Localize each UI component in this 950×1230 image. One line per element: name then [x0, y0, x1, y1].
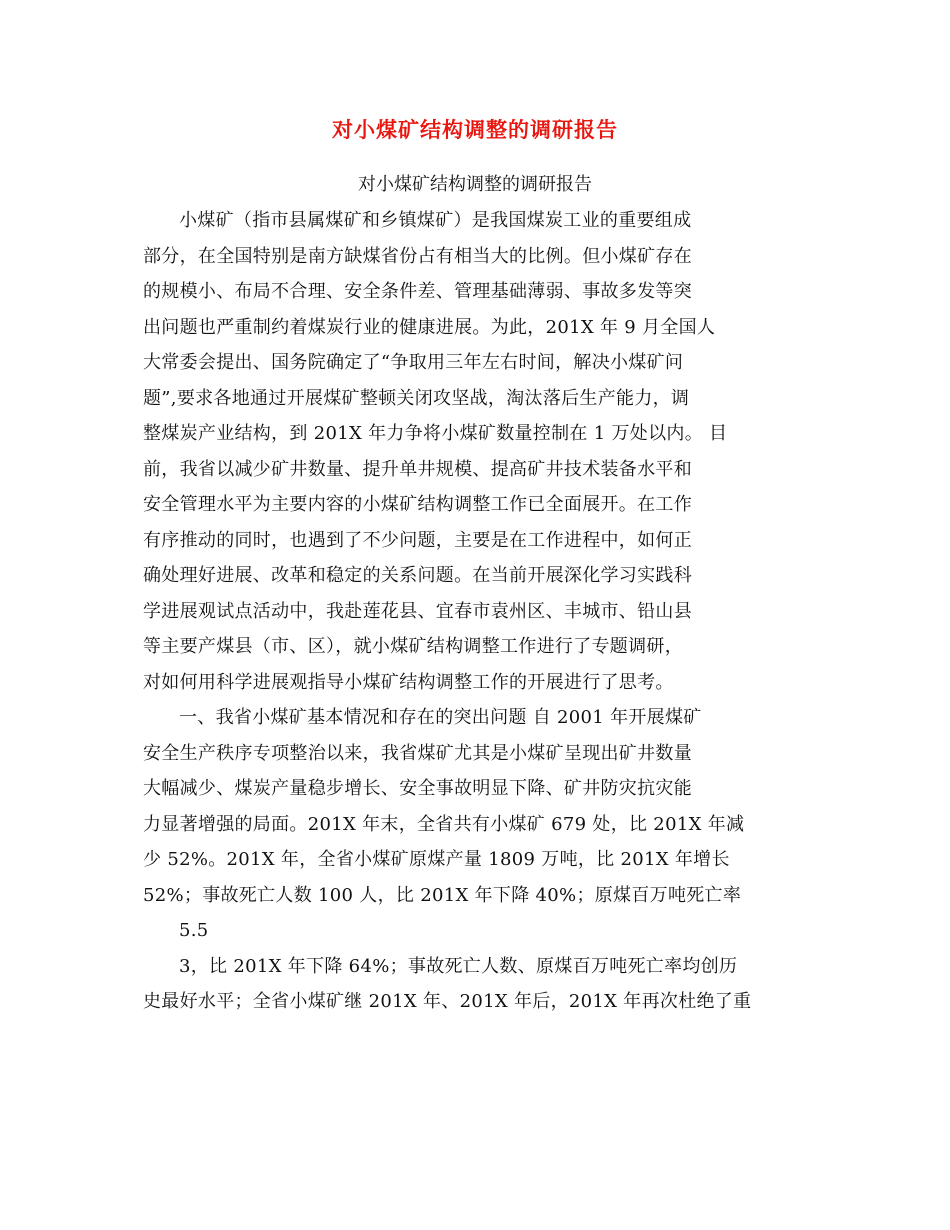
- paragraph-section-one: [143, 700, 808, 913]
- text-line: 部分，在全国特别是南方缺煤省份占有相当大的比例。但小煤矿存在: [143, 245, 692, 267]
- text-line: 5.5: [179, 920, 209, 941]
- text-line: 史最好水平；全省小煤矿继 201X 年、201X 年后，201X 年再次杜绝了重: [143, 991, 752, 1012]
- text-line: 有序推动的同时，也遇到了不少问题，主要是在工作进程中，如何正: [143, 529, 692, 551]
- text-line: 力显著增强的局面。201X 年末，全省共有小煤矿 679 处，比 201X 年减: [143, 813, 745, 835]
- text-line: 大幅减少、煤炭产量稳步增长、安全事故明显下降、矿井防灾抗灾能: [143, 778, 692, 799]
- document-subtitle: 对小煤矿结构调整的调研报告: [358, 174, 592, 195]
- paragraph-intro: [143, 203, 808, 700]
- text-line: 等主要产煤县（市、区），就小煤矿结构调整工作进行了专题调研，: [143, 636, 683, 657]
- text-line: 的规模小、布局不合理、安全条件差、管理基础薄弱、事故多发等突: [143, 281, 692, 302]
- text-line: 整煤炭产业结构，到 201X 年力争将小煤矿数量控制在 1 万处以内。 目: [143, 423, 728, 444]
- section-heading-line: 一、我省小煤矿基本情况和存在的突出问题 自 2001 年开展煤矿: [179, 707, 702, 728]
- paragraph-continuation: [143, 949, 808, 1020]
- text-line: 出问题也严重制约着煤炭行业的健康进展。为此，201X 年 9 月全国人: [143, 316, 716, 338]
- document-title: 对小煤矿结构调整的调研报告: [332, 117, 618, 142]
- text-line: 前，我省以减少矿井数量、提升单井规模、提高矿井技术装备水平和: [143, 458, 692, 480]
- text-line: 大常委会提出、国务院确定了“争取用三年左右时间，解决小煤矿问: [143, 352, 684, 373]
- document-body: [143, 203, 808, 1020]
- text-line: 安全生产秩序专项整治以来，我省煤矿尤其是小煤矿呈现出矿井数量: [143, 742, 692, 764]
- text-line: 小煤矿（指市县属煤矿和乡镇煤矿）是我国煤炭工业的重要组成: [179, 210, 692, 231]
- text-line: 学进展观试点活动中，我赴莲花县、宜春市袁州区、丰城市、铅山县: [143, 600, 692, 622]
- text-line: 对如何用科学进展观指导小煤矿结构调整工作的开展进行了思考。: [143, 671, 674, 693]
- text-line: 题”,要求各地通过开展煤矿整顿关闭攻坚战，淘汰落后生产能力，调: [143, 387, 690, 409]
- paragraph-number-fragment: [143, 913, 808, 949]
- text-line: 52%；事故死亡人数 100 人，比 201X 年下降 40%；原煤百万吨死亡率: [143, 884, 742, 906]
- text-line: 3，比 201X 年下降 64%；事故死亡人数、原煤百万吨死亡率均创历: [179, 955, 738, 977]
- text-line: 少 52%。201X 年，全省小煤矿原煤产量 1809 万吨，比 201X 年增长: [143, 849, 730, 870]
- text-line: 安全管理水平为主要内容的小煤矿结构调整工作已全面展开。在工作: [143, 494, 692, 515]
- text-line: 确处理好进展、改革和稳定的关系问题。在当前开展深化学习实践科: [143, 565, 692, 586]
